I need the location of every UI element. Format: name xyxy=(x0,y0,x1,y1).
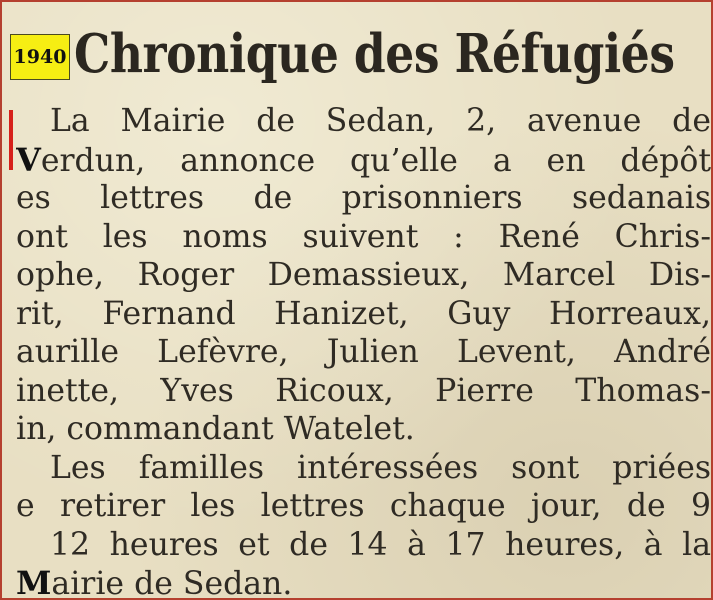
headline: Chronique des Réfugiés xyxy=(74,23,675,85)
article-line: inette, Yves Ricoux, Pierre Thomas- xyxy=(16,372,711,409)
article-line: Les familles intéressées sont priées xyxy=(50,449,711,486)
dropcap-letter: V xyxy=(16,140,41,179)
year-badge: 1940 xyxy=(10,34,70,80)
article-line: aurille Lefèvre, Julien Levent, André xyxy=(16,334,711,370)
article-line xyxy=(16,564,711,600)
article-line: 12 heures et de 14 à 17 heures, à la xyxy=(50,526,711,563)
red-margin-mark xyxy=(9,110,13,170)
article-line xyxy=(16,141,711,180)
article-line: e retirer les lettres chaque jour, de 9 xyxy=(16,488,711,524)
article-line-text: airie de Sedan. xyxy=(51,566,293,600)
article-line: ont les noms suivent : René Chris- xyxy=(16,218,711,255)
article-line: ophe, Roger Demassieux, Marcel Dis- xyxy=(16,257,711,293)
dropcap-letter: M xyxy=(16,564,52,600)
article-line: es lettres de prisonniers sedanais xyxy=(16,180,711,216)
article-line: rit, Fernand Hanizet, Guy Horreaux, xyxy=(16,295,711,332)
article-body xyxy=(16,102,711,600)
article-line: in, commandant Watelet. xyxy=(16,411,415,447)
article-line-text: erdun, annonce qu’elle a en dépôt xyxy=(40,142,711,179)
article-line: La Mairie de Sedan, 2, avenue de xyxy=(50,103,711,139)
